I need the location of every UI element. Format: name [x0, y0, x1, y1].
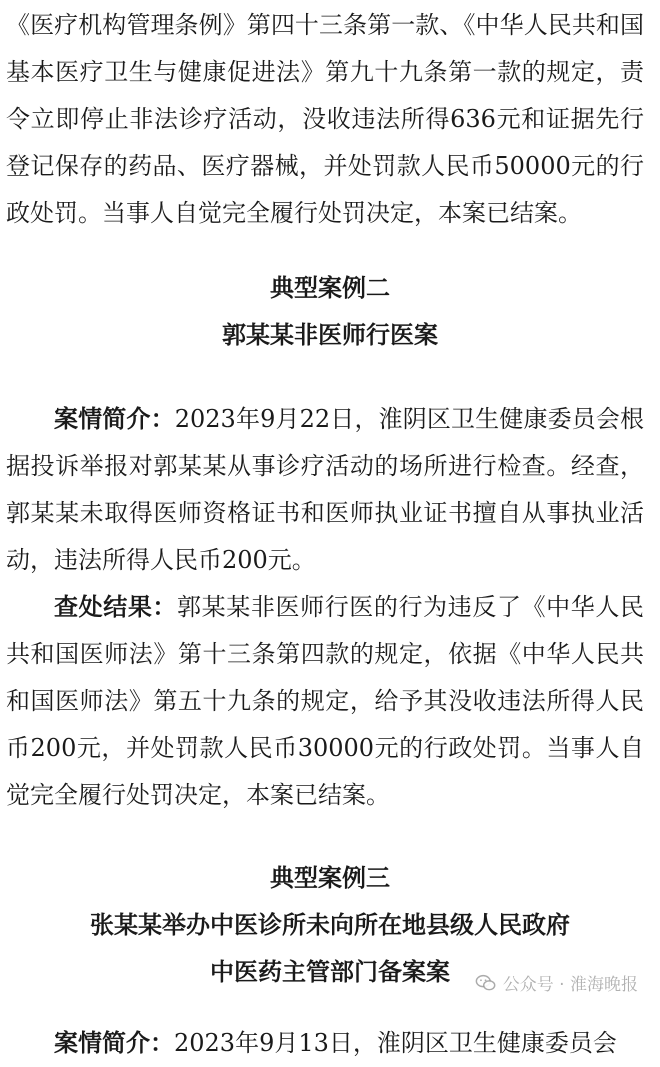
- case3-label: 典型案例三: [270, 864, 390, 892]
- case2-summary-label: 案情简介：: [54, 405, 175, 433]
- case2-result-text: 郭某某非医师行医的行为违反了《中华人民共和国医师法》第十三条第四款的规定，依据《中华人民共和国医师法》第五十九条的规定，给予其没收违法所得人民币200元，并处罚款人民币30000元的行政处罚。当事人自觉完全履行处罚决定，本案已结案。: [6, 593, 645, 809]
- wechat-icon: [475, 972, 497, 994]
- intro-paragraph: 《医疗机构管理条例》第四十三条第一款、《中华人民共和国基本医疗卫生与健康促进法》第九十九条第一款的规定，责令立即停止非法诊疗活动，没收违法所得636元和证据先行登记保存的药品、医疗器械，并处罚款人民币50000元的行政处罚。当事人自觉完全履行处罚决定，本案已结案。: [6, 11, 644, 227]
- case3-summary: [0, 1020, 660, 1067]
- case2-title: 郭某某非医师行医案: [222, 321, 438, 349]
- case3-title-line2: 中医药主管部门备案案: [210, 958, 450, 986]
- case3-summary-label: 案情简介：: [54, 1029, 174, 1057]
- watermark-text: 公众号 · 淮海晚报: [502, 975, 638, 995]
- spacer: [0, 996, 660, 1020]
- case2-summary: [0, 396, 660, 584]
- case2-label: 典型案例二: [270, 274, 390, 302]
- case2-result: [0, 584, 660, 819]
- spacer: [0, 359, 660, 396]
- case3-summary-text: 2023年9月13日，淮阴区卫生健康委员会: [174, 1029, 617, 1057]
- case3-title-line1: 张某某举办中医诊所未向所在地县级人民政府: [90, 911, 570, 939]
- case2-summary-text: 2023年9月22日，淮阴区卫生健康委员会根据投诉举报对郭某某从事诊疗活动的场所进行检查。经查，郭某某未取得医师资格证书和医师执业证书擅自从事执业活动，违法所得人民币200元。: [6, 405, 645, 574]
- watermark: [475, 970, 638, 995]
- case2-result-label: 查处结果：: [54, 593, 178, 621]
